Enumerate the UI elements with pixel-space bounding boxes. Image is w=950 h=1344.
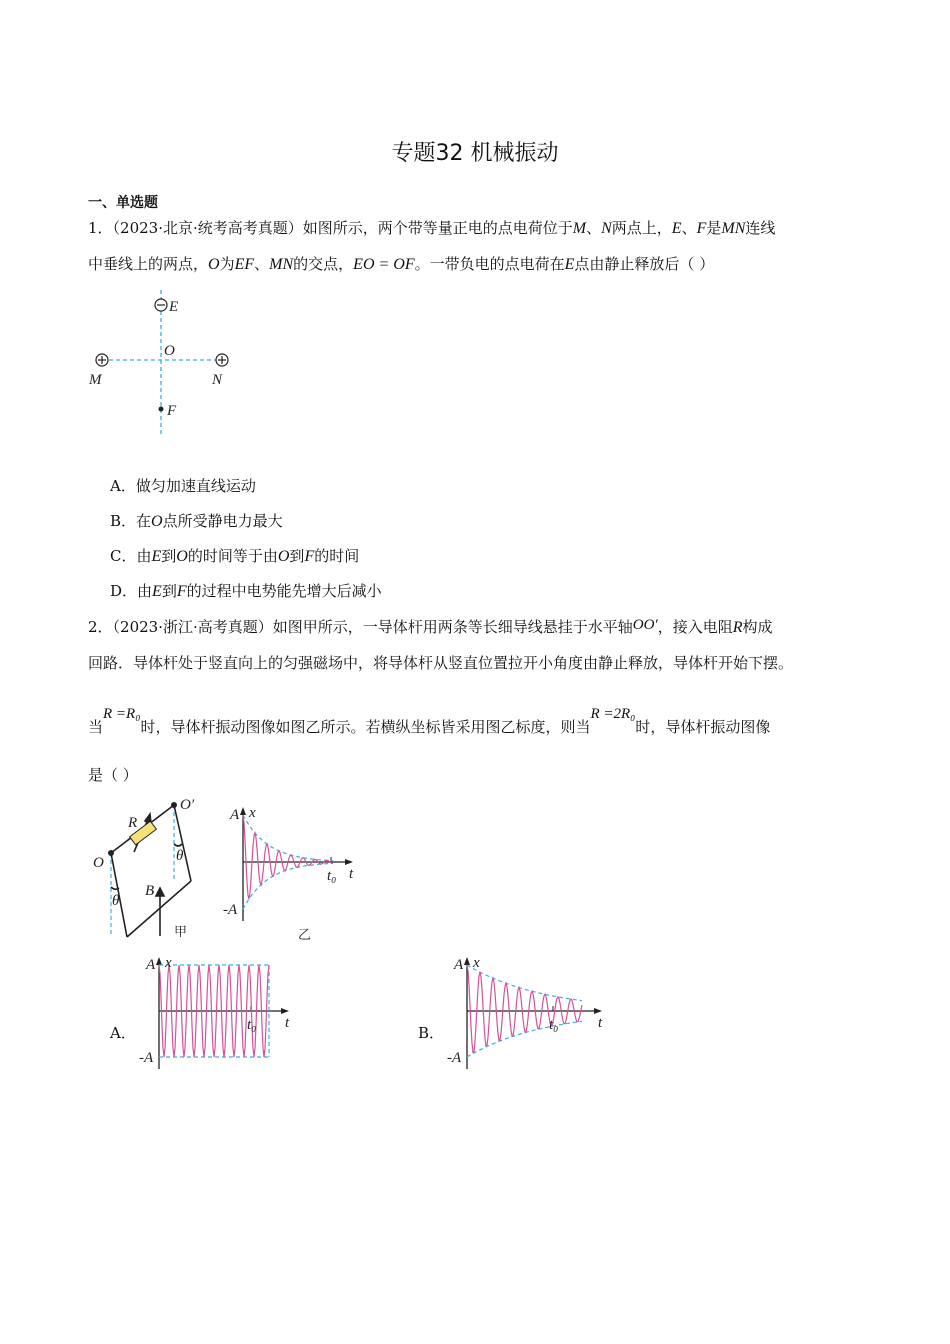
label-o: O	[93, 855, 104, 871]
label-r: R	[128, 815, 138, 831]
q1-line1	[88, 217, 775, 238]
waveform	[467, 965, 582, 1052]
text: 的交点，	[293, 255, 354, 273]
q2-option-b[interactable]	[418, 1022, 444, 1043]
text: 到	[161, 547, 177, 565]
option-label: A．	[110, 1024, 136, 1042]
text: 当	[88, 718, 104, 736]
text: C．由	[110, 547, 152, 565]
q1-charge-figure	[88, 290, 248, 440]
var: N	[601, 220, 612, 237]
text: 点由静止释放后（ ）	[574, 255, 715, 273]
text: 到	[161, 582, 177, 600]
text: 。一带负电的点电荷在	[414, 255, 565, 273]
q1-option-c[interactable]	[110, 545, 359, 566]
q1-line2	[88, 253, 714, 274]
text: 的过程中电势能先增大后减小	[186, 582, 382, 600]
label-a: A	[230, 807, 240, 823]
caption-jia: 甲	[174, 925, 188, 940]
var: MN	[269, 256, 294, 273]
label-neg-a: -A	[447, 1050, 462, 1066]
var: M	[572, 220, 587, 237]
label-f: F	[167, 403, 177, 419]
text: 2．（2023·浙江·高考真题）如图甲所示，一导体杆用两条等长细导线悬挂于水平轴	[88, 618, 633, 636]
text: 到	[289, 547, 305, 565]
q2-option-a[interactable]	[110, 1022, 136, 1043]
y-axis-arrow	[240, 807, 246, 815]
var: E	[151, 548, 162, 565]
text: B．在	[110, 512, 152, 530]
page-title: 专题32 机械振动	[391, 141, 559, 166]
label-theta: θ	[112, 893, 120, 909]
label-t0: t₀	[247, 1017, 257, 1033]
x-axis-arrow	[281, 1008, 289, 1014]
label-b: B	[145, 883, 155, 899]
text: 时，导体杆振动图像	[635, 718, 771, 736]
label-theta: θ	[176, 848, 184, 864]
label-a: A	[454, 957, 464, 973]
label-o: O	[164, 343, 175, 359]
label-n: N	[212, 372, 223, 388]
axis-label: OO′	[632, 617, 658, 633]
caption-yi: 乙	[298, 928, 312, 943]
var: O	[277, 548, 290, 565]
label-t: t	[285, 1015, 290, 1031]
q1-option-d[interactable]	[110, 580, 382, 601]
text: 是	[706, 219, 722, 237]
label-o-prime: O′	[180, 797, 195, 813]
text: 时，导体杆振动图像如图乙所示。若横纵坐标皆采用图乙标度，则当	[140, 718, 591, 736]
text: 、	[254, 255, 270, 273]
condition-2: R =2R₀	[590, 706, 636, 722]
label-m: M	[89, 372, 102, 388]
label-t0: t₀	[327, 868, 337, 884]
var: E	[671, 220, 682, 237]
envelope-upper	[467, 965, 582, 1001]
waveform	[243, 815, 333, 899]
var: O	[151, 513, 163, 530]
text: 连线	[745, 219, 776, 237]
var: E	[152, 583, 162, 600]
var: F	[176, 583, 187, 600]
x-axis-arrow	[345, 859, 353, 865]
q2-line2: 回路．导体杆处于竖直向上的匀强磁场中，将导体杆从竖直位置拉开小角度由静止释放，导体杆开始下摆。	[88, 654, 794, 672]
text: 1．（2023·北京·统考高考真题）如图所示，两个带等量正电的点电荷位于	[88, 219, 573, 237]
q2-line4: 是（ ）	[88, 766, 138, 784]
var: F	[304, 548, 315, 565]
label-x: x	[473, 955, 480, 971]
label-neg-a: -A	[139, 1050, 154, 1066]
y-axis-arrow	[156, 957, 162, 965]
label-t: t	[349, 866, 354, 882]
text: 点所受静电力最大	[162, 512, 283, 530]
text: 的时间等于由	[187, 547, 278, 565]
label-e: E	[169, 299, 179, 315]
text: 、	[681, 219, 697, 237]
var: O	[176, 548, 188, 565]
label-x: x	[249, 805, 256, 821]
q2-line3	[88, 706, 771, 737]
label-neg-a: -A	[223, 902, 238, 918]
text: ，接入电阻	[657, 618, 733, 636]
text: 、	[586, 219, 602, 237]
graph-yi	[225, 805, 375, 945]
text: 构成	[742, 618, 773, 636]
condition-1: R =R₀	[103, 706, 141, 722]
section-heading: 一、单选题	[88, 195, 158, 211]
text: 两点上，	[611, 219, 672, 237]
q1-option-a[interactable]	[110, 475, 256, 496]
var: R	[732, 619, 743, 636]
label-t0: t₀	[549, 1017, 559, 1033]
graph-option-b	[445, 955, 603, 1070]
var: MN	[721, 220, 746, 237]
text: 中垂线上的两点，	[88, 255, 209, 273]
y-axis-arrow	[464, 957, 470, 965]
label-a: A	[146, 957, 156, 973]
text: 的时间	[314, 547, 360, 565]
envelope-lower	[243, 863, 333, 909]
text: D．由	[110, 582, 153, 600]
var: O	[208, 256, 220, 273]
q1-option-b[interactable]	[110, 510, 283, 531]
pendulum-figure	[90, 795, 220, 945]
label-t: t	[598, 1015, 603, 1031]
option-label: B．	[418, 1024, 445, 1042]
q2-line1	[88, 616, 773, 637]
equation: EO = OF	[353, 256, 415, 273]
label-x: x	[165, 955, 172, 971]
var: E	[564, 256, 575, 273]
text: 为	[219, 255, 235, 273]
graph-option-a	[140, 955, 290, 1070]
var: EF	[234, 256, 255, 273]
var: F	[696, 220, 707, 237]
text: A．做匀加速直线运动	[110, 477, 256, 495]
x-axis-arrow	[594, 1008, 602, 1014]
